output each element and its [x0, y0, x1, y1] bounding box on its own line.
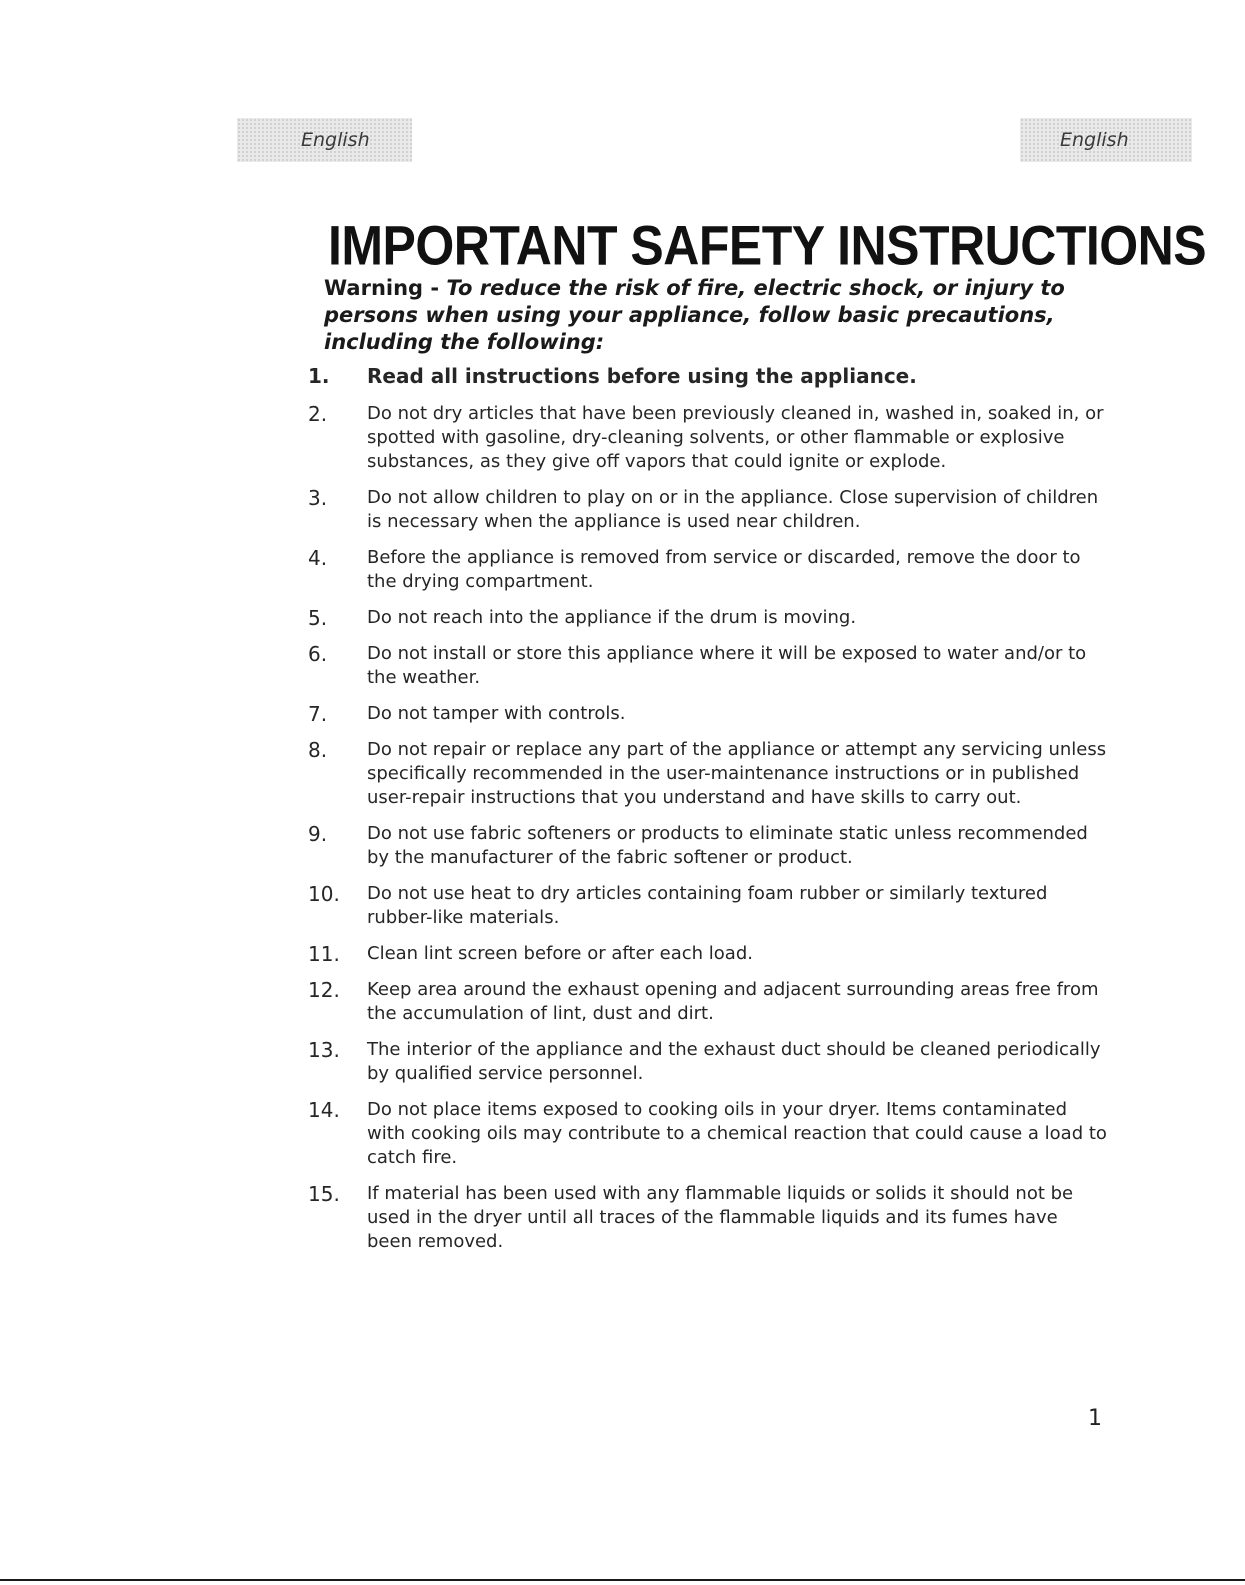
list-item: [308, 642, 1108, 690]
list-item: [308, 546, 1108, 594]
item-number: 8.: [308, 738, 328, 762]
list-item: [308, 702, 1108, 726]
item-number: 3.: [308, 486, 328, 510]
item-number: 7.: [308, 702, 328, 726]
list-item: [308, 1038, 1108, 1086]
warning-label: Warning -: [324, 276, 440, 300]
item-number: 15.: [308, 1182, 340, 1206]
list-item: [308, 486, 1108, 534]
list-item: [308, 606, 1108, 630]
item-text: Do not use heat to dry articles containing foam rubber or similarly textured rubber-like materials.: [367, 883, 1048, 928]
item-number: 6.: [308, 642, 328, 666]
list-item: [308, 942, 1108, 966]
item-text: Do not tamper with controls.: [367, 703, 626, 724]
list-item: [308, 402, 1108, 474]
language-tab-right: [1020, 118, 1192, 162]
item-text: Do not use fabric softeners or products to eliminate static unless recommended by the manufacturer of the fabric softener or product.: [367, 823, 1088, 868]
item-text: If material has been used with any flammable liquids or solids it should not be used in the dryer until all traces of the flammable liquids and its fumes have been removed.: [367, 1183, 1074, 1252]
item-number: 13.: [308, 1038, 340, 1062]
item-number: 12.: [308, 978, 340, 1002]
list-item: [308, 882, 1108, 930]
language-label-right: English: [1060, 129, 1129, 151]
list-item: [308, 364, 1108, 388]
language-tab-left: [237, 118, 412, 162]
list-item: [308, 1182, 1108, 1254]
warning-paragraph: [324, 275, 1114, 356]
item-number: 11.: [308, 942, 340, 966]
item-number: 1.: [308, 364, 330, 388]
item-text: Before the appliance is removed from service or discarded, remove the door to the drying compartment.: [367, 547, 1081, 592]
item-text: The interior of the appliance and the exhaust duct should be cleaned periodically by qualified service personnel.: [367, 1039, 1101, 1084]
list-item: [308, 1098, 1108, 1170]
item-number: 14.: [308, 1098, 340, 1122]
item-text: Do not allow children to play on or in the appliance. Close supervision of children is necessary when the appliance is used near children.: [367, 487, 1099, 532]
item-text: Clean lint screen before or after each load.: [367, 943, 753, 964]
item-number: 9.: [308, 822, 328, 846]
list-item: [308, 978, 1108, 1026]
item-text: Read all instructions before using the appliance.: [367, 364, 917, 388]
bottom-rule: [0, 1579, 1245, 1581]
item-number: 4.: [308, 546, 328, 570]
item-number: 10.: [308, 882, 340, 906]
item-text: Do not repair or replace any part of the appliance or attempt any servicing unless specifically recommended in the user-maintenance instructions or in published user-repair instructions that you understand and have skills to carry out.: [367, 739, 1107, 808]
item-text: Keep area around the exhaust opening and adjacent surrounding areas free from the accumulation of lint, dust and dirt.: [367, 979, 1099, 1024]
item-text: Do not dry articles that have been previously cleaned in, washed in, soaked in, or spotted with gasoline, dry-cleaning solvents, or other flammable or explosive substances, as they give off vapors that could ignite or explode.: [367, 403, 1104, 472]
item-text: Do not place items exposed to cooking oils in your dryer. Items contaminated with cooking oils may contribute to a chemical reaction that could cause a load to catch fire.: [367, 1099, 1107, 1168]
item-number: 2.: [308, 402, 328, 426]
item-text: Do not install or store this appliance where it will be exposed to water and/or to the weather.: [367, 643, 1087, 688]
page-number: 1: [1088, 1406, 1102, 1431]
item-number: 5.: [308, 606, 328, 630]
warning-text: To reduce the risk of fire, electric shock, or injury to persons when using your appliance, follow basic precautions, including the following:: [324, 276, 1065, 354]
list-item: [308, 822, 1108, 870]
item-text: Do not reach into the appliance if the drum is moving.: [367, 607, 857, 628]
safety-instructions-list: [308, 364, 1108, 1266]
list-item: [308, 738, 1108, 810]
language-label-left: English: [301, 129, 370, 151]
page-title: IMPORTANT SAFETY INSTRUCTIONS: [328, 214, 1207, 277]
